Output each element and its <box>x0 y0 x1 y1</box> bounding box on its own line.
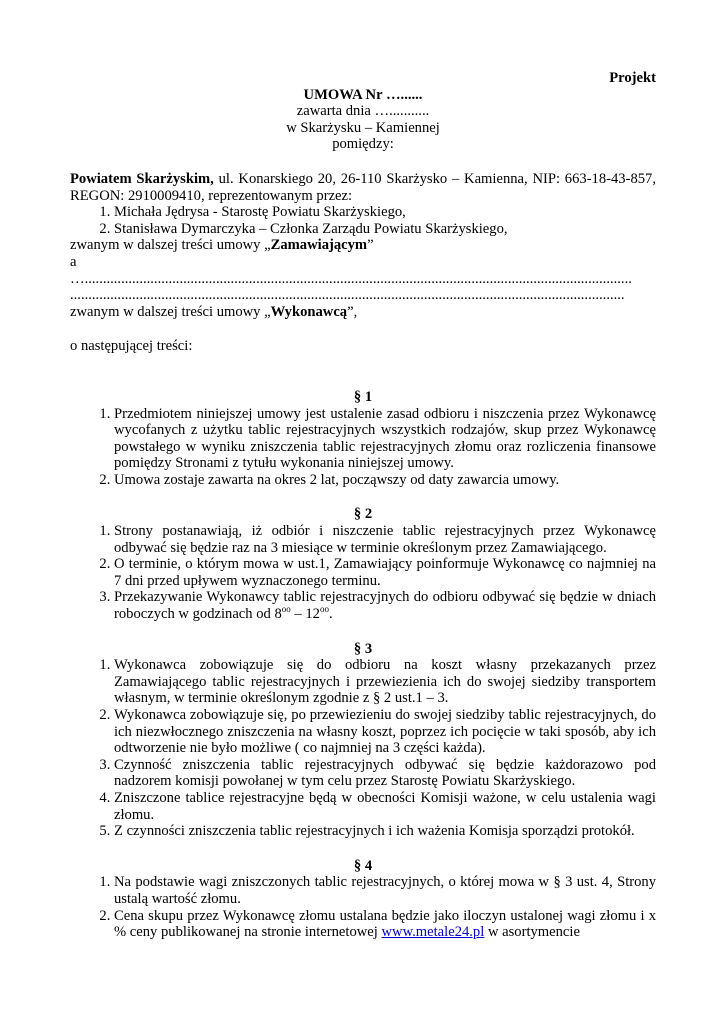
zamawiajacy-prefix: zwanym w dalszej treści umowy „ <box>70 237 271 254</box>
section-4-item2-end: w asortymencie <box>484 924 580 941</box>
section-1-list <box>70 406 656 489</box>
section-3-list <box>70 657 656 840</box>
section-2-item3-end: . <box>328 606 333 623</box>
contractor-blank-1: …...................................................................................................................................................... <box>70 270 632 287</box>
wykonawca-suffix: ”, <box>347 303 358 320</box>
wykonawca-prefix: zwanym w dalszej treści umowy „ <box>70 303 271 320</box>
hour-superscript: oo <box>319 604 329 615</box>
wykonawca-line <box>70 304 656 321</box>
contract-date-line: zawarta dnia …........... <box>296 103 430 120</box>
section-1-heading: § 1 <box>353 388 373 405</box>
zamawiajacy-line <box>70 237 656 254</box>
projekt-label: Projekt <box>609 70 656 86</box>
wykonawca-term: Wykonawcą <box>270 303 348 320</box>
and-line: a <box>70 253 77 270</box>
zamawiajacy-term: Zamawiającym <box>270 237 368 254</box>
contractor-blank-2: ........................................................................................................................................................ <box>70 287 625 304</box>
section-2-item: 2. O terminie, o którym mowa w ust.1, Zamawiający poinformuje Wykonawcę co najmniej na 7 dni przed upływem wyznaczonego terminu. <box>114 556 656 589</box>
metale24-link[interactable]: www.metale24.pl <box>381 924 485 941</box>
contract-place-line: w Skarżysku – Kamiennej <box>286 119 440 136</box>
party-1-description <box>70 171 656 204</box>
zamawiajacy-suffix: ” <box>367 237 374 254</box>
section-2-item <box>114 589 656 622</box>
representative-item: 2. Stanisława Dymarczyka – Członka Zarządu Powiatu Skarżyskiego, <box>114 221 656 238</box>
hour-superscript: oo <box>281 604 291 615</box>
contract-title: UMOWA Nr …...... <box>303 86 423 103</box>
section-2-item: 1. Strony postanawiają, iż odbiór i niszczenie tablic rejestracyjnych przez Wykonawcę odbywać się będzie raz na 3 miesiące w terminie określonym przez Zamawiającego. <box>114 523 656 556</box>
section-3-item: 4. Zniszczone tablice rejestracyjne będą w obecności Komisji ważone, w celu ustalenia wagi złomu. <box>114 790 656 823</box>
section-2-item3-text: Przekazywanie Wykonawcy tablic rejestracyjnych do odbioru odbywać się będzie w dniach roboczych w godzinach od 8 <box>114 589 656 623</box>
section-4-list <box>70 874 656 940</box>
section-2-list <box>70 523 656 623</box>
section-3-item: 3. Czynność zniszczenia tablic rejestracyjnych odbywać się będzie każdorazowo pod nadzorem komisji powołanej w tym celu przez Starostę Powiatu Skarżyskiego. <box>114 757 656 790</box>
section-3-item: 5. Z czynności zniszczenia tablic rejestracyjnych i ich ważenia Komisja sporządzi protokół. <box>114 823 656 840</box>
section-1-item: 2. Umowa zostaje zawarta na okres 2 lat, począwszy od daty zawarcia umowy. <box>114 472 656 489</box>
document-page <box>70 70 656 941</box>
representatives-list <box>70 204 656 237</box>
between-line: pomiędzy: <box>332 136 394 153</box>
representative-item: 1. Michała Jędrysa - Starostę Powiatu Skarżyskiego, <box>114 204 656 221</box>
party-1-details: ul. Konarskiego 20, 26-110 Skarżysko – Kamienna, NIP: 663-18-43-857, REGON: 2910009410, reprezentowanym przez: <box>70 170 656 204</box>
section-4-item <box>114 908 656 941</box>
section-3-item: 2. Wykonawca zobowiązuje się, po przewiezieniu do swojej siedziby tablic rejestracyjnych, do ich niezwłocznego zniszczenia na własny koszt, poprzez ich pocięcie w taki sposób, aby ich odtworzenie nie było możliwe ( co najmniej na 3 części każda). <box>114 707 656 757</box>
party-1-name: Powiatem Skarżyskim, <box>70 170 214 187</box>
section-1-item: 1. Przedmiotem niniejszej umowy jest ustalenie zasad odbioru i niszczenia przez Wykonawcę wycofanych z użytku tablic rejestracyjnych wszystkich rodzajów, skup przez Wykonawcę powstałego w wyniku zniszczenia tablic rejestracyjnych złomu oraz rozliczenia finansowe pomiędzy Stronami z tytułu wykonania niniejszej umowy. <box>114 406 656 472</box>
section-4-item2-text: Cena skupu przez Wykonawcę złomu ustalana będzie jako iloczyn ustalonej wagi złomu i x % ceny publikowanej na stronie internetowej <box>114 907 656 941</box>
section-4-heading: § 4 <box>353 857 373 874</box>
section-3-heading: § 3 <box>353 640 373 657</box>
section-4-item: 1. Na podstawie wagi zniszczonych tablic rejestracyjnych, o której mowa w § 3 ust. 4, Strony ustalą wartość złomu. <box>114 874 656 907</box>
section-3-item: 1. Wykonawca zobowiązuje się do odbioru na koszt własny przekazanych przez Zamawiającego tablic rejestracyjnych i przewiezienia ich do swojej siedziby transportem własnym, w terminie określonym zgodnie z § 2 ust.1 – 3. <box>114 657 656 707</box>
section-2-item3-mid: – 12 <box>290 606 320 623</box>
intro-line: o następującej treści: <box>70 338 193 355</box>
section-2-heading: § 2 <box>353 506 373 523</box>
